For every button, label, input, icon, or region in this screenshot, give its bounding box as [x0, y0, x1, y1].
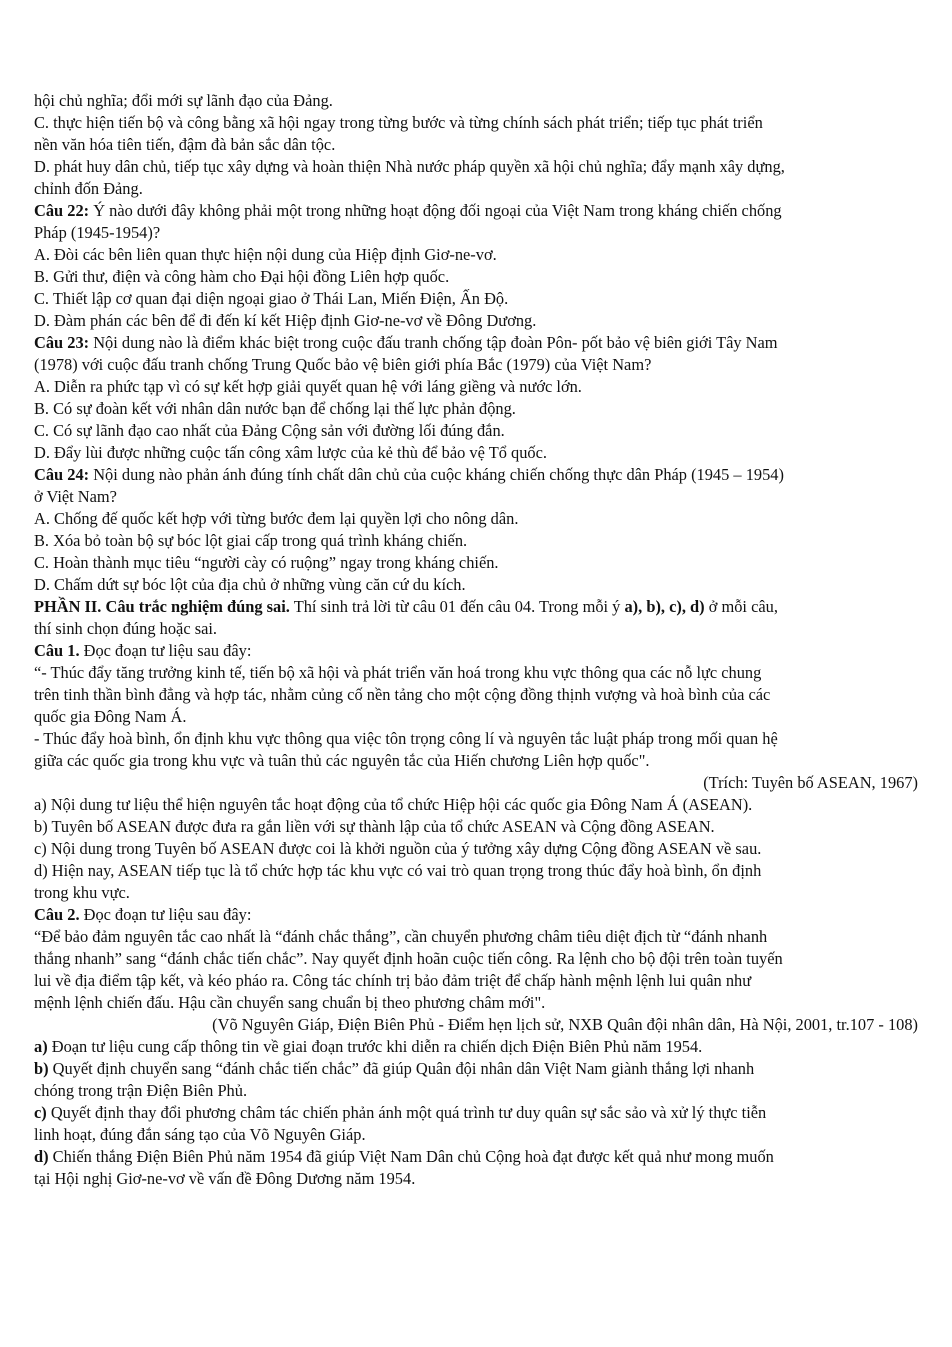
question-label: Câu 23: — [34, 333, 90, 352]
section-label: PHẦN II. Câu trắc nghiệm đúng sai. — [34, 597, 290, 616]
question-2 — [34, 904, 918, 926]
answer-option: B. Xóa bỏ toàn bộ sự bóc lột giai cấp trong quá trình kháng chiến. — [34, 531, 468, 550]
answer-option: A. Diễn ra phức tạp vì có sự kết hợp giải quyết quan hệ với láng giềng và nước lớn. — [34, 377, 582, 396]
quote-line: thắng nhanh” sang “đánh chắc tiến chắc”. Nay quyết định hoãn cuộc tiến công. Ra lệnh cho bộ đội trên toàn tuyến — [34, 949, 783, 968]
text-line: (1978) với cuộc đấu tranh chống Trung Quốc bảo vệ biên giới phía Bắc (1979) của Việt Nam? — [34, 355, 652, 374]
statement-b — [34, 1058, 918, 1080]
quote-line: trên tinh thần bình đẳng và hợp tác, nhằm củng cố nền tảng cho một cộng đồng thịnh vượng và hoà bình của các — [34, 685, 771, 704]
question-text: Nội dung nào phản ánh đúng tính chất dân chủ của cuộc kháng chiến chống thực dân Pháp (1945 – 1954) — [89, 465, 784, 484]
answer-option: D. Đàm phán các bên để đi đến kí kết Hiệp định Giơ-ne-vơ về Đông Dương. — [34, 311, 537, 330]
question-text: Ý nào dưới đây không phải một trong những hoạt động đối ngoại của Việt Nam trong kháng chiến chống — [89, 201, 782, 220]
statement-c — [34, 1102, 918, 1124]
section-text: ở mỗi câu, — [704, 597, 778, 616]
answer-option: C. Có sự lãnh đạo cao nhất của Đảng Cộng sản với đường lối đúng đắn. — [34, 421, 505, 440]
answer-option: D. Chấm dứt sự bóc lột của địa chủ ở những vùng căn cứ du kích. — [34, 575, 466, 594]
question-text: Đọc đoạn tư liệu sau đây: — [79, 905, 252, 924]
question-label: Câu 1. — [34, 641, 80, 660]
text-line: trong khu vực. — [34, 883, 130, 902]
statement: d) Hiện nay, ASEAN tiếp tục là tổ chức hợp tác khu vực có vai trò quan trọng trong thúc đẩy hoà bình, ổn định — [34, 861, 762, 880]
quote-line: mệnh lệnh chiến đấu. Hậu cần chuyển sang chuẩn bị theo phương châm mới". — [34, 993, 546, 1012]
text-line: hội chủ nghĩa; đổi mới sự lãnh đạo của Đảng. — [34, 91, 333, 110]
text-line: linh hoạt, đúng đắn sáng tạo của Võ Nguyên Giáp. — [34, 1125, 366, 1144]
question-23 — [34, 332, 918, 354]
statement: c) Nội dung trong Tuyên bố ASEAN được coi là khởi nguồn của ý tưởng xây dựng Cộng đồng ASEAN về sau. — [34, 839, 762, 858]
text-line: chỉnh đốn Đảng. — [34, 179, 143, 198]
statement: a) Nội dung tư liệu thể hiện nguyên tắc hoạt động của tổ chức Hiệp hội các quốc gia Đông Nam Á (ASEAN). — [34, 795, 753, 814]
answer-option: A. Đòi các bên liên quan thực hiện nội dung của Hiệp định Giơ-ne-vơ. — [34, 245, 497, 264]
quote-line: - Thúc đẩy hoà bình, ổn định khu vực thông qua việc tôn trọng công lí và nguyên tắc luật pháp trong mối quan hệ — [34, 729, 778, 748]
question-24 — [34, 464, 918, 486]
statement: b) Tuyên bố ASEAN được đưa ra gắn liền với sự thành lập của tổ chức ASEAN và Cộng đồng ASEAN. — [34, 817, 715, 836]
answer-option: C. Thiết lập cơ quan đại diện ngoại giao ở Thái Lan, Miến Điện, Ấn Độ. — [34, 289, 509, 308]
citation: (Trích: Tuyên bố ASEAN, 1967) — [703, 773, 918, 792]
quote-line: quốc gia Đông Nam Á. — [34, 707, 187, 726]
answer-option: B. Có sự đoàn kết với nhân dân nước bạn để chống lại thế lực phản động. — [34, 399, 516, 418]
statement-text: Quyết định thay đổi phương châm tác chiến phản ánh một quá trình tư duy quân sự sắc sảo và xử lý thực tiễn — [46, 1103, 767, 1122]
answer-option: C. Hoàn thành mục tiêu “người cày có ruộng” ngay trong kháng chiến. — [34, 553, 499, 572]
part-2-heading — [34, 596, 918, 618]
question-text: Đọc đoạn tư liệu sau đây: — [79, 641, 252, 660]
question-1 — [34, 640, 918, 662]
quote-line: lui về địa điểm tập kết, và kéo pháo ra. Công tác chính trị bảo đảm triệt để chấp hành mệnh lệnh lui quân như — [34, 971, 752, 990]
text-line: C. thực hiện tiến bộ và công bằng xã hội ngay trong từng bước và từng chính sách phát triển; tiếp tục phát triển — [34, 113, 763, 132]
quote-line: “Để bảo đảm nguyên tắc cao nhất là “đánh chắc thắng”, cần chuyển phương châm tiêu diệt địch từ “đánh nhanh — [34, 927, 768, 946]
text-line: chóng trong trận Điện Biên Phủ. — [34, 1081, 248, 1100]
text-line: ở Việt Nam? — [34, 487, 117, 506]
question-label: Câu 2. — [34, 905, 80, 924]
statement-a — [34, 1036, 918, 1058]
quote-line: “- Thúc đẩy tăng trưởng kinh tế, tiến bộ xã hội và phát triển văn hoá trong khu vực thông qua các nỗ lực chung — [34, 663, 762, 682]
question-22 — [34, 200, 918, 222]
statement-d — [34, 1146, 918, 1168]
statement-label: a) — [34, 1037, 48, 1056]
statement-text: Chiến thắng Điện Biên Phủ năm 1954 đã giúp Việt Nam Dân chủ Cộng hoà đạt được kết quả như mong muốn — [48, 1147, 774, 1166]
question-label: Câu 22: — [34, 201, 90, 220]
answer-option: D. Đẩy lùi được những cuộc tấn công xâm lược của kẻ thù để bảo vệ Tổ quốc. — [34, 443, 547, 462]
statement-label: d) — [34, 1147, 49, 1166]
text-line: thí sinh chọn đúng hoặc sai. — [34, 619, 218, 638]
text-line: D. phát huy dân chủ, tiếp tục xây dựng và hoàn thiện Nhà nước pháp quyền xã hội chủ nghĩa; đẩy mạnh xây dựng, — [34, 157, 785, 176]
statement-label: b) — [34, 1059, 49, 1078]
answer-option: B. Gửi thư, điện và công hàm cho Đại hội đồng Liên hợp quốc. — [34, 267, 450, 286]
document-page — [34, 90, 918, 1190]
answer-option: A. Chống đế quốc kết hợp với từng bước đem lại quyền lợi cho nông dân. — [34, 509, 519, 528]
question-label: Câu 24: — [34, 465, 90, 484]
statement-label: c) — [34, 1103, 47, 1122]
citation: (Võ Nguyên Giáp, Điện Biên Phủ - Điểm hẹn lịch sử, NXB Quân đội nhân dân, Hà Nội, 2001, tr.107 - 108) — [212, 1015, 918, 1034]
section-text: Thí sinh trả lời từ câu 01 đến câu 04. Trong mỗi ý — [289, 597, 625, 616]
text-line: Pháp (1945-1954)? — [34, 223, 161, 242]
question-text: Nội dung nào là điểm khác biệt trong cuộc đấu tranh chống tập đoàn Pôn- pốt bảo vệ biên giới Tây Nam — [89, 333, 778, 352]
quote-line: giữa các quốc gia trong khu vực và tuân thủ các nguyên tắc của Hiến chương Liên hợp quốc". — [34, 751, 650, 770]
options-label: a), b), c), d) — [624, 597, 705, 616]
statement-text: Quyết định chuyển sang “đánh chắc tiến chắc” đã giúp Quân đội nhân dân Việt Nam giành thắng lợi nhanh — [48, 1059, 755, 1078]
statement-text: Đoạn tư liệu cung cấp thông tin về giai đoạn trước khi diễn ra chiến dịch Điện Biên Phủ năm 1954. — [47, 1037, 703, 1056]
text-line: nền văn hóa tiên tiến, đậm đà bản sắc dân tộc. — [34, 135, 336, 154]
text-line: tại Hội nghị Giơ-ne-vơ về vấn đề Đông Dương năm 1954. — [34, 1169, 416, 1188]
